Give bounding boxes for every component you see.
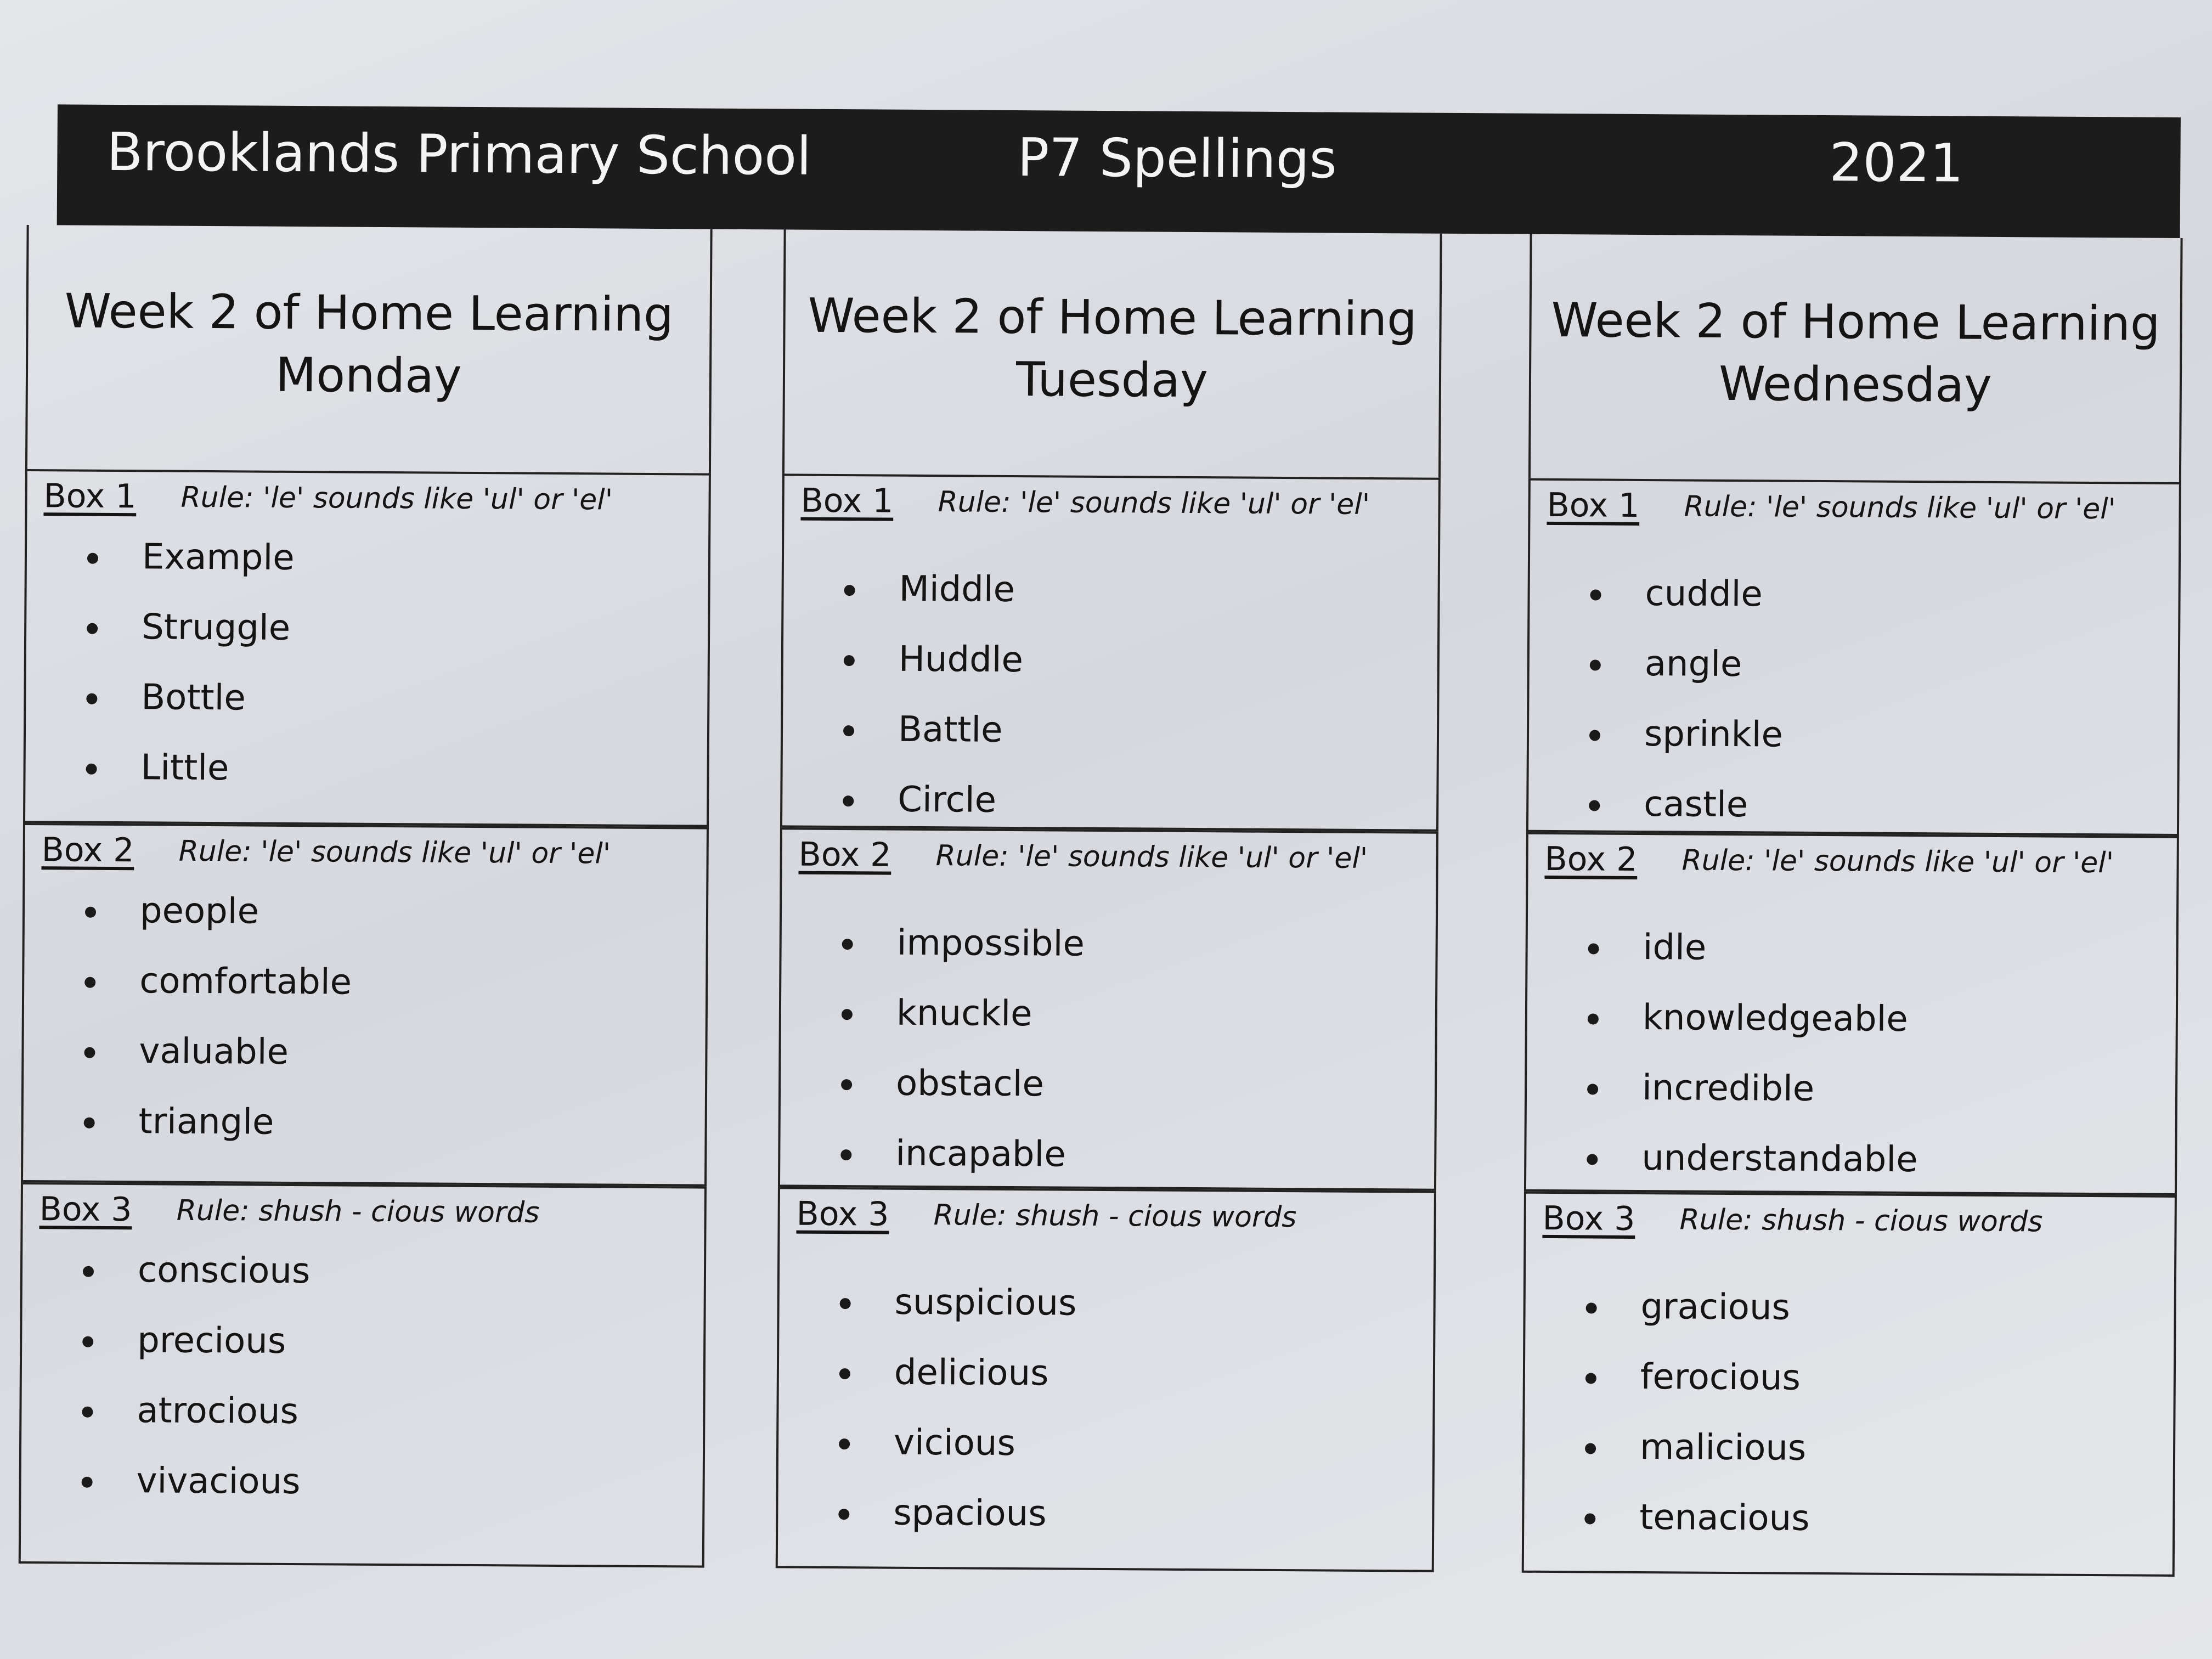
box-label: Box 1 bbox=[1547, 486, 1640, 525]
list-item: impossible bbox=[842, 912, 1085, 984]
list-item: atrocious bbox=[82, 1380, 309, 1452]
day-name: Wednesday bbox=[1718, 356, 1993, 413]
list-item: Bottle bbox=[86, 667, 294, 738]
list-item: vicious bbox=[839, 1412, 1076, 1484]
list-item: suspicious bbox=[839, 1272, 1076, 1344]
list-item: malicious bbox=[1585, 1417, 1810, 1488]
word-list bbox=[81, 1240, 310, 1522]
box-rule: Rule: 'le' sounds like 'ul' or 'el' bbox=[178, 834, 611, 871]
list-item: Example bbox=[87, 527, 295, 598]
list-item: incredible bbox=[1587, 1057, 1918, 1130]
list-item: spacious bbox=[838, 1482, 1075, 1554]
school-name: Brooklands Primary School bbox=[106, 121, 812, 187]
list-item: ferocious bbox=[1585, 1346, 1810, 1418]
list-item: castle bbox=[1589, 774, 1783, 845]
list-item: gracious bbox=[1585, 1276, 1811, 1348]
list-item: Battle bbox=[843, 699, 1023, 770]
word-list bbox=[1587, 917, 1919, 1200]
box-label: Box 2 bbox=[798, 835, 891, 874]
list-item: obstacle bbox=[841, 1053, 1084, 1125]
list-item: angle bbox=[1589, 633, 1784, 704]
word-list bbox=[840, 912, 1085, 1195]
box-label: Box 3 bbox=[1542, 1199, 1635, 1238]
box-rule: Rule: 'le' sounds like 'ul' or 'el' bbox=[938, 486, 1370, 521]
day-name: Tuesday bbox=[1015, 352, 1209, 409]
list-item: cuddle bbox=[1590, 563, 1784, 634]
word-list bbox=[83, 881, 352, 1163]
box-label: Box 2 bbox=[1544, 839, 1638, 879]
box-rule: Rule: shush - cious words bbox=[933, 1199, 1297, 1234]
day-heading bbox=[782, 229, 1442, 477]
spelling-box-3 bbox=[19, 1182, 707, 1568]
spelling-box-1 bbox=[780, 473, 1441, 831]
box-rule: Rule: shush - cious words bbox=[1679, 1203, 2043, 1239]
list-item: vivacious bbox=[81, 1451, 309, 1522]
list-item: triangle bbox=[83, 1091, 351, 1163]
week-label: Week 2 of Home Learning bbox=[808, 288, 1417, 347]
day-heading bbox=[1528, 234, 2183, 482]
day-heading bbox=[25, 225, 713, 473]
spelling-box-1 bbox=[1526, 478, 2181, 836]
spelling-box-1 bbox=[23, 469, 711, 827]
week-label: Week 2 of Home Learning bbox=[1551, 292, 2160, 352]
box-rule: Rule: shush - cious words bbox=[176, 1194, 540, 1229]
list-item: idle bbox=[1588, 917, 1919, 989]
word-list bbox=[1584, 1276, 1811, 1558]
spelling-box-2 bbox=[1524, 832, 2179, 1195]
list-item: understandable bbox=[1587, 1127, 1918, 1200]
word-list bbox=[86, 527, 295, 809]
list-item: people bbox=[85, 881, 353, 952]
list-item: sprinkle bbox=[1589, 703, 1784, 775]
box-label: Box 3 bbox=[39, 1190, 132, 1229]
spelling-box-3 bbox=[1522, 1192, 2177, 1577]
box-rule: Rule: 'le' sounds like 'ul' or 'el' bbox=[1684, 490, 2117, 526]
box-label: Box 3 bbox=[796, 1194, 889, 1234]
spelling-box-2 bbox=[778, 827, 1438, 1190]
box-label: Box 2 bbox=[41, 831, 134, 870]
list-item: Little bbox=[86, 737, 293, 809]
word-list bbox=[1589, 563, 1784, 845]
document-title: P7 Spellings bbox=[1017, 127, 1338, 190]
list-item: delicious bbox=[839, 1342, 1076, 1414]
list-item: tenacious bbox=[1584, 1487, 1810, 1559]
box-label: Box 1 bbox=[43, 477, 137, 516]
spellings-document bbox=[19, 104, 2183, 1577]
list-item: Middle bbox=[844, 558, 1024, 630]
list-item: conscious bbox=[83, 1240, 311, 1312]
list-item: Circle bbox=[843, 769, 1023, 840]
list-item: knuckle bbox=[841, 983, 1084, 1054]
box-rule: Rule: 'le' sounds like 'ul' or 'el' bbox=[180, 481, 613, 517]
word-list bbox=[843, 558, 1024, 840]
box-rule: Rule: 'le' sounds like 'ul' or 'el' bbox=[935, 839, 1368, 875]
list-item: precious bbox=[82, 1310, 310, 1382]
list-item: comfortable bbox=[84, 951, 352, 1023]
spelling-box-2 bbox=[21, 823, 709, 1187]
day-name: Monday bbox=[275, 347, 462, 404]
list-item: knowledgeable bbox=[1587, 987, 1918, 1059]
spelling-box-3 bbox=[776, 1187, 1436, 1572]
box-label: Box 1 bbox=[800, 481, 894, 521]
list-item: incapable bbox=[840, 1123, 1084, 1195]
word-list bbox=[838, 1272, 1077, 1554]
list-item: Huddle bbox=[843, 629, 1023, 700]
week-label: Week 2 of Home Learning bbox=[64, 284, 674, 343]
header-bar bbox=[57, 104, 2181, 238]
list-item: Struggle bbox=[87, 597, 294, 668]
list-item: valuable bbox=[84, 1021, 352, 1093]
year-label: 2021 bbox=[1829, 132, 1964, 194]
box-rule: Rule: 'le' sounds like 'ul' or 'el' bbox=[1681, 844, 2114, 880]
